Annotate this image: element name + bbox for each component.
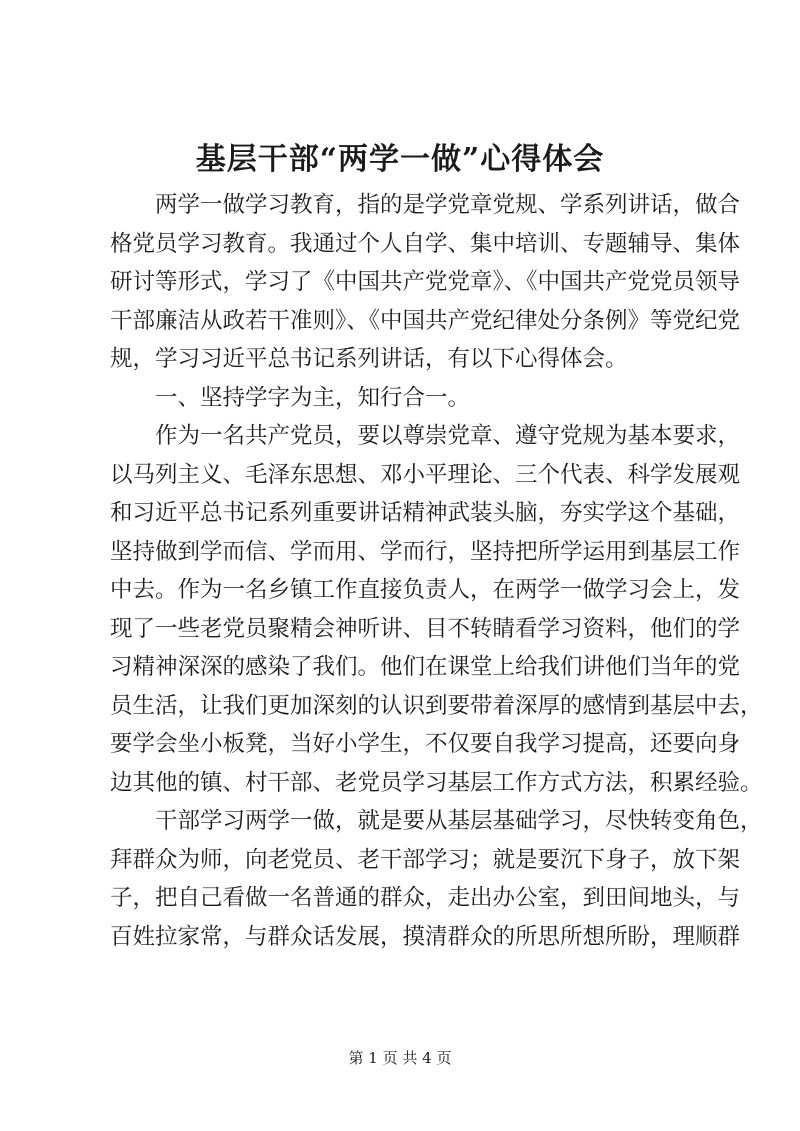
- text-line: 要学会坐小板凳，当好小学生，不仅要自我学习提高，还要向身: [110, 731, 741, 757]
- text-line: 习精神深深的感染了我们。他们在课堂上给我们讲他们当年的党: [110, 654, 741, 680]
- text-line: 规，学习习近平总书记系列讲话，有以下心得体会。: [110, 346, 628, 372]
- text-line: 一、坚持学字为主，知行合一。: [155, 384, 471, 411]
- text-line: 坚持做到学而信、学而用、学而行，坚持把所学运用到基层工作: [110, 538, 741, 565]
- document-title: 基层干部“两学一做”心得体会: [195, 142, 605, 177]
- text-line: 边其他的镇、村干部、老党员学习基层工作方式方法，积累经验。: [110, 769, 763, 796]
- text-line: 员生活，让我们更加深刻的认识到要带着深厚的感情到基层中去，: [110, 692, 763, 719]
- text-line: 两学一做学习教育，指的是学党章党规、学系列讲话，做合: [155, 192, 741, 218]
- text-line: 格党员学习教育。我通过个人自学、集中培训、专题辅导、集体: [110, 230, 741, 257]
- text-line: 干部学习两学一做，就是要从基层基础学习，尽快转变角色，: [155, 808, 763, 834]
- text-line: 中去。作为一名乡镇工作直接负责人，在两学一做学习会上，发: [110, 577, 741, 603]
- text-line: 子，把自己看做一名普通的群众，走出办公室，到田间地头，与: [110, 885, 741, 911]
- text-line: 作为一名共产党员，要以尊崇党章、遵守党规为基本要求，: [155, 423, 741, 449]
- text-line: 和习近平总书记系列重要讲话精神武装头脑，夯实学这个基础，: [110, 500, 741, 526]
- text-line: 干部廉洁从政若干准则》、《中国共产党纪律处分条例》等党纪党: [110, 307, 741, 334]
- document-body: [110, 186, 763, 956]
- text-line: 以马列主义、毛泽东思想、邓小平理论、三个代表、科学发展观: [110, 461, 741, 488]
- page-footer: 第 1 页 共 4 页: [348, 1049, 452, 1067]
- text-line: 百姓拉家常，与群众话发展，摸清群众的所思所想所盼，理顺群: [110, 923, 741, 950]
- text-line: 研讨等形式，学习了《中国共产党党章》、《中国共产党党员领导: [110, 269, 741, 295]
- text-line: 现了一些老党员聚精会神听讲、目不转睛看学习资料，他们的学: [110, 615, 741, 642]
- text-line: 拜群众为师，向老党员、老干部学习；就是要沉下身子，放下架: [110, 846, 741, 873]
